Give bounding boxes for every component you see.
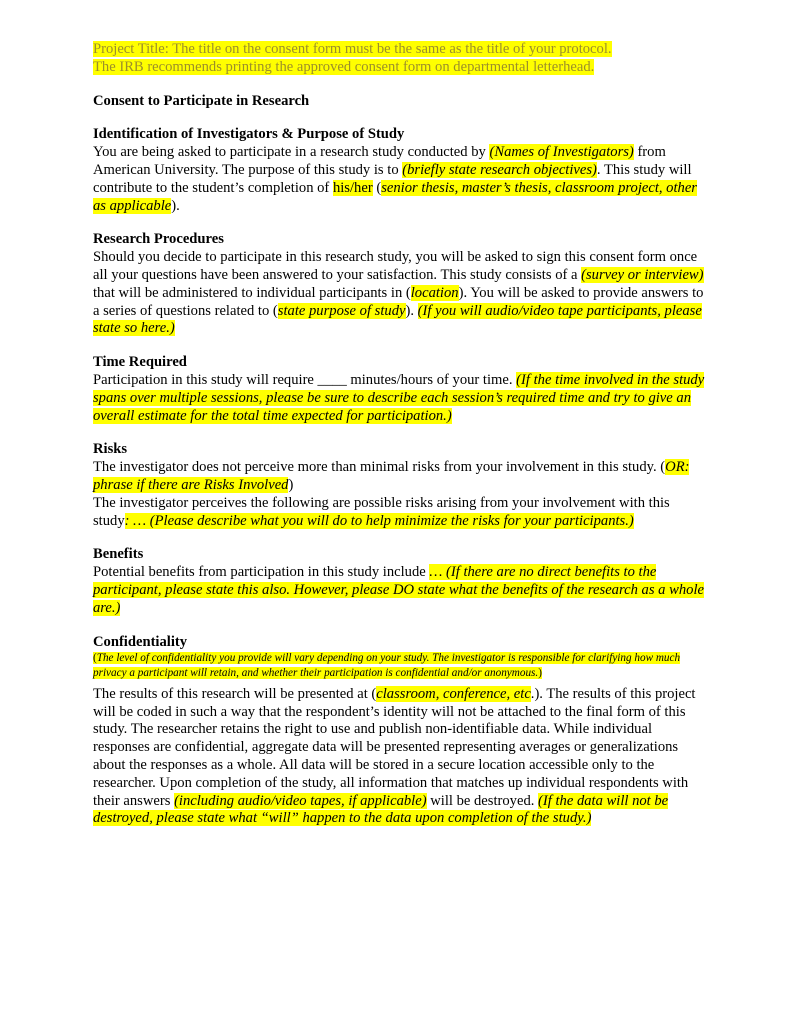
risks-paragraph-2: The investigator perceives the following are possible risks arising from your involvement with this study: … (Please describe what you will do to help minimize the risks for your participants.)	[93, 494, 670, 529]
notice-line-2: The IRB recommends printing the approved consent form on departmental letterhead.	[93, 58, 595, 75]
placeholder-tapes: (including audio/video tapes, if applicable)	[174, 792, 427, 809]
placeholder-venue: classroom, conference, etc	[376, 685, 531, 702]
benefits-heading: Benefits	[93, 546, 144, 563]
confidentiality-paragraph: The results of this research will be presented at (classroom, conference, etc.). The results of this project will be coded in such a way that the respondent’s identity will not be attached to the final form of this study. The researcher retains the right to use and publish non-identifiable data. While individual responses are confidential, aggregate data will be presented representing averages or generalizations about the responses as a whole. All data will be stored in a secure location accessible only to the researcher. Upon completion of the study, all information that matches up individual respondents with their answers (including audio/video tapes, if applicable) will be destroyed. (If the data will not be destroyed, please state what “will” happen to the data upon completion of the study.)	[93, 685, 696, 827]
section-time	[93, 354, 705, 425]
placeholder-survey: (survey or interview)	[581, 266, 704, 283]
placeholder-audio-video: (If you will audio/video tape participants, please state so here.)	[93, 302, 702, 337]
risks-paragraph-1: The investigator does not perceive more than minimal risks from your involvement in this study. (OR: phrase if there are Risks Involved)	[93, 459, 690, 493]
placeholder-purpose: state purpose of study	[277, 302, 406, 319]
placeholder-location: location	[410, 284, 459, 301]
placeholder-benefits: … (If there are no direct benefits to the participant, please state this also. However, please DO state what the benefits of the research as a whole are.)	[93, 564, 704, 616]
identification-heading: Identification of Investigators & Purpose of Study	[93, 126, 405, 143]
section-confidentiality	[93, 634, 705, 829]
placeholder-investigators: (Names of Investigators)	[489, 144, 634, 161]
time-paragraph: Participation in this study will require ____ minutes/hours of your time. (If the time involved in the study spans over multiple sessions, please be sure to describe each session’s required time and try to give an overall estimate for the total time expected for participation.)	[93, 371, 705, 424]
notice-line-1: Project Title: The title on the consent form must be the same as the title of your protocol.	[93, 41, 612, 57]
placeholder-project-type: senior thesis, master’s thesis, classroom project, other as applicable	[93, 179, 697, 214]
procedures-paragraph: Should you decide to participate in this research study, you will be asked to sign this consent form once all your questions have been answered to your satisfaction. This study consists of a (survey or interview) that will be administered to individual participants in (location). You will be asked to provide answers to a series of questions related to (state purpose of study). (If you will audio/video tape participants, please state so here.)	[93, 249, 704, 337]
placeholder-risks-description: : … (Please describe what you will do to help minimize the risks for your participants.)	[124, 512, 634, 529]
placeholder-objectives: (briefly state research objectives)	[402, 161, 597, 178]
section-identification	[93, 126, 705, 215]
identification-paragraph: You are being asked to participate in a research study conducted by (Names of Investigators) from American University. The purpose of this study is to (briefly state research objectives). This study will contribute to the student’s completion of his/her (senior thesis, master’s thesis, classroom project, other as applicable).	[93, 144, 697, 214]
risks-heading: Risks	[93, 441, 128, 458]
procedures-heading: Research Procedures	[93, 231, 224, 248]
benefits-paragraph: Potential benefits from participation in this study include … (If there are no direct benefits to the participant, please state this also. However, please DO state what the benefits of the research as a whole are.)	[93, 564, 704, 616]
confidentiality-heading: Confidentiality	[93, 633, 188, 650]
project-title-notice	[93, 41, 705, 77]
placeholder-his-her: his/her	[332, 179, 373, 196]
section-benefits	[93, 546, 705, 617]
time-heading: Time Required	[93, 354, 187, 371]
section-risks	[93, 441, 705, 530]
confidentiality-note: (The level of confidentiality you provide will vary depending on your study. The investigator is responsible for clarifying how much privacy a participant will retain, and whether their participation is confidential and/or anonymous.)	[93, 652, 681, 679]
placeholder-risks-involved: OR: phrase if there are Risks Involved	[93, 459, 690, 493]
document-body	[93, 41, 705, 828]
document-title: Consent to Participate in Research	[93, 92, 310, 109]
section-procedures	[93, 231, 705, 338]
placeholder-confidentiality-note: The level of confidentiality you provide will vary depending on your study. The investigator is responsible for clarifying how much privacy a participant will retain, and whether their participation is confidential and/or anonymous.	[93, 652, 681, 679]
placeholder-time-note: (If the time involved in the study spans over multiple sessions, please be sure to describe each session’s required time and try to give an overall estimate for the total time expected for participation.)	[93, 371, 705, 424]
placeholder-data-fate: (If the data will not be destroyed, please state what “will” happen to the data upon completion of the study.)	[93, 792, 669, 827]
